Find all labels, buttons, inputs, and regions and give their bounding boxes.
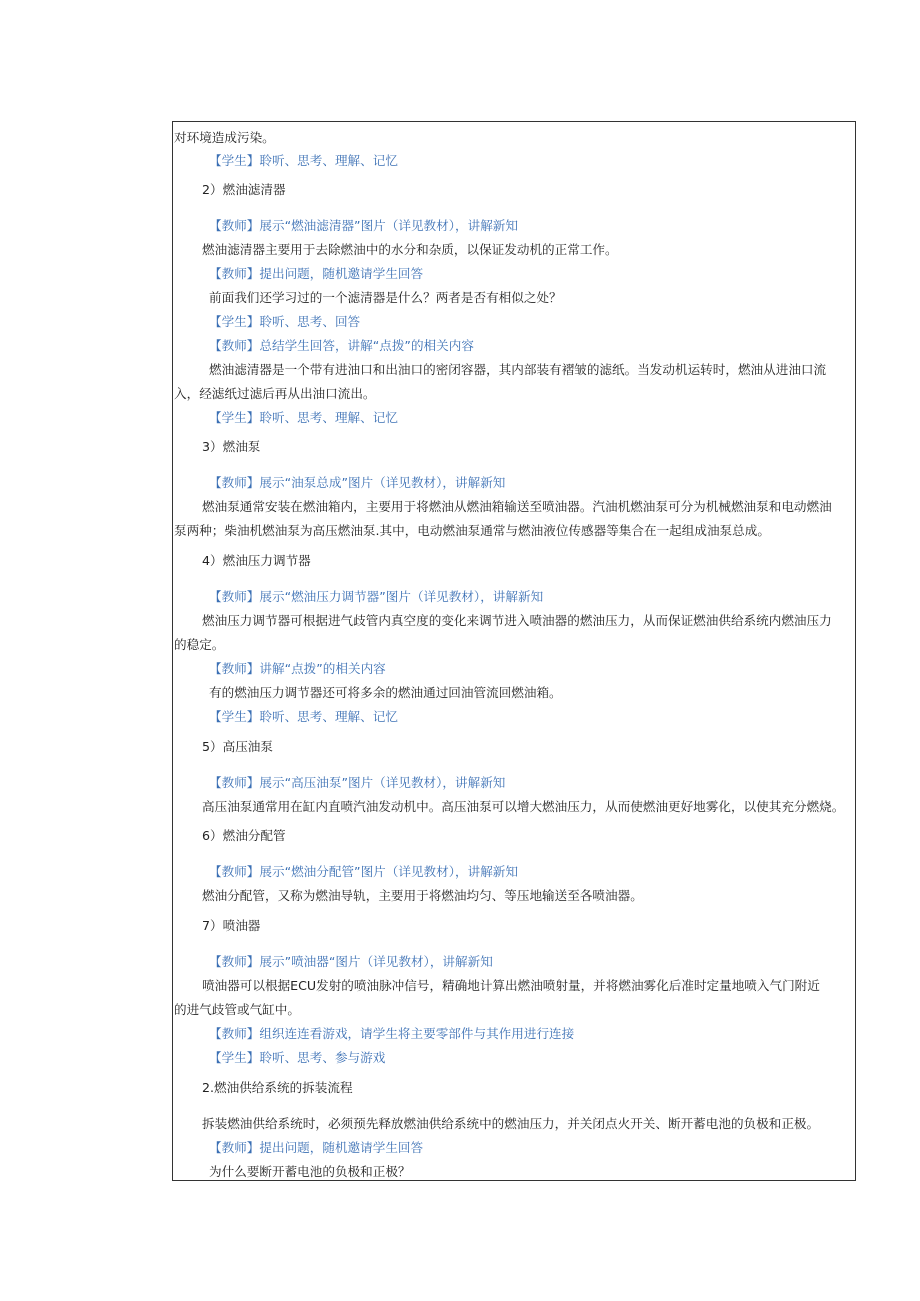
text-line: 对环境造成污染。: [174, 130, 275, 145]
annotation-line: 【教师】组织连连看游戏，请学生将主要零部件与其作用进行连接: [209, 1026, 575, 1041]
text-line: 7）喷油器: [202, 918, 261, 933]
annotation-line: 【教师】提出问题，随机邀请学生回答: [209, 1140, 424, 1155]
text-line: 燃油压力调节器可根据进气歧管内真空度的变化来调节进入喷油器的燃油压力，从而保证燃油供给系统内燃油压力: [202, 613, 832, 628]
text-line: 燃油泵通常安装在燃油箱内，主要用于将燃油从燃油箱输送至喷油器。汽油机燃油泵可分为机械燃油泵和电动燃油: [202, 499, 832, 514]
text-line: 6）燃油分配管: [202, 828, 286, 843]
text-line: 泵两种；柴油机燃油泵为高压燃油泵.其中，电动燃油泵通常与燃油液位传感器等集合在一起组成油泵总成。: [174, 523, 770, 538]
annotation-line: 【教师】展示“燃油压力调节器”图片（详见教材），讲解新知: [209, 589, 544, 604]
annotation-line: 【学生】聆听、思考、参与游戏: [209, 1050, 386, 1065]
annotation-line: 【教师】展示“油泵总成”图片（详见教材），讲解新知: [209, 475, 506, 490]
text-line: 4）燃油压力调节器: [202, 553, 311, 568]
annotation-line: 【学生】聆听、思考、理解、记忆: [209, 709, 398, 724]
annotation-line: 【学生】聆听、思考、理解、记忆: [209, 410, 398, 425]
text-line: 高压油泵通常用在缸内直喷汽油发动机中。高压油泵可以增大燃油压力，从而使燃油更好地雾化，以使其充分燃烧。: [202, 799, 845, 814]
text-line: 3）燃油泵: [202, 439, 261, 454]
text-line: 燃油滤清器是一个带有进油口和出油口的密闭容器，其内部装有褶皱的滤纸。当发动机运转时，燃油从进油口流: [209, 362, 827, 377]
text-line: 前面我们还学习过的一个滤清器是什么？两者是否有相似之处？: [209, 290, 562, 305]
text-line: 的进气歧管或气缸中。: [174, 1002, 300, 1017]
annotation-line: 【学生】聆听、思考、理解、记忆: [209, 153, 398, 168]
text-line: 为什么要断开蓄电池的负极和正极？: [209, 1164, 411, 1179]
annotation-line: 【教师】展示”喷油器“图片（详见教材），讲解新知: [209, 954, 493, 969]
text-line: 的稳定。: [174, 637, 225, 652]
annotation-line: 【学生】聆听、思考、回答: [209, 314, 361, 329]
text-line: 2.燃油供给系统的拆装流程: [202, 1080, 353, 1095]
text-line: 有的燃油压力调节器还可将多余的燃油通过回油管流回燃油箱。: [209, 685, 562, 700]
annotation-line: 【教师】讲解“点拨”的相关内容: [209, 661, 386, 676]
annotation-line: 【教师】展示“燃油分配管”图片（详见教材），讲解新知: [209, 864, 518, 879]
annotation-line: 【教师】总结学生回答，讲解“点拨”的相关内容: [209, 338, 474, 353]
text-line: 入，经滤纸过滤后再从出油口流出。: [174, 386, 376, 401]
annotation-line: 【教师】提出问题，随机邀请学生回答: [209, 266, 424, 281]
annotation-line: 【教师】展示“燃油滤清器”图片（详见教材），讲解新知: [209, 218, 518, 233]
text-line: 5）高压油泵: [202, 739, 273, 754]
text-line: 燃油分配管，又称为燃油导轨，主要用于将燃油均匀、等压地输送至各喷油器。: [202, 888, 643, 903]
text-line: 拆装燃油供给系统时，必须预先释放燃油供给系统中的燃油压力，并关闭点火开关、断开蓄电池的负极和正极。: [202, 1116, 820, 1131]
text-line: 燃油滤清器主要用于去除燃油中的水分和杂质，以保证发动机的正常工作。: [202, 242, 618, 257]
annotation-line: 【教师】展示“高压油泵”图片（详见教材），讲解新知: [209, 775, 506, 790]
text-line: 2）燃油滤清器: [202, 182, 286, 197]
text-line: 喷油器可以根据ECU发射的喷油脉冲信号，精确地计算出燃油喷射量，并将燃油雾化后准时定量地喷入气门附近: [202, 978, 820, 993]
